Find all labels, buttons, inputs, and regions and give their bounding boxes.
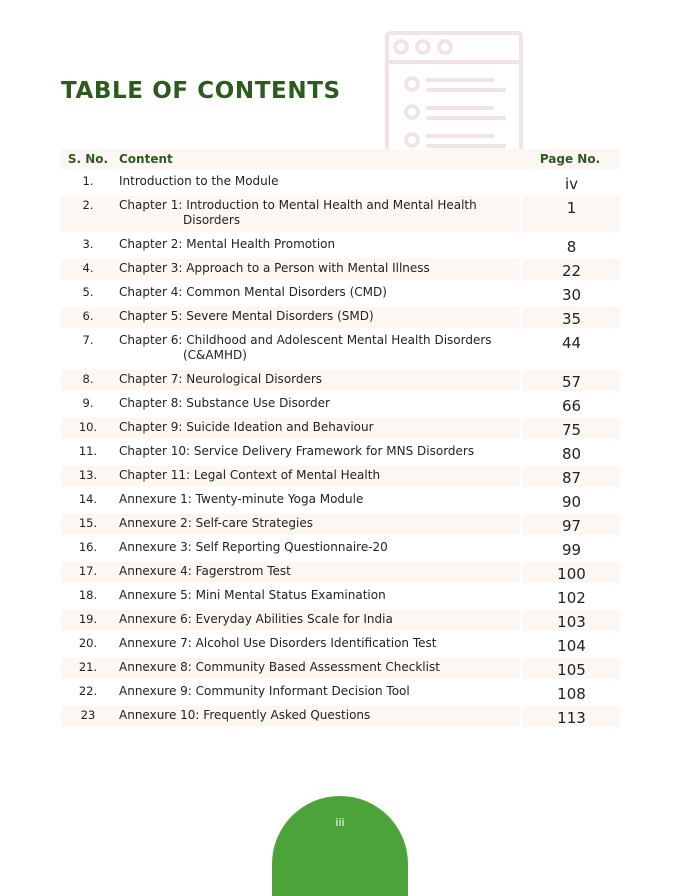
entry-page: 57: [520, 370, 620, 391]
entry-page: 104: [520, 634, 620, 655]
table-row: [61, 442, 620, 463]
table-row: [61, 235, 620, 256]
entry-number: 9.: [82, 396, 94, 410]
page-number: iii: [335, 816, 345, 829]
entry-page: 75: [520, 418, 620, 439]
entry-number: 16.: [78, 540, 98, 554]
table-row: [61, 331, 620, 367]
entry-page: iv: [520, 172, 620, 193]
entry-title: Chapter 4: Common Mental Disorders (CMD): [119, 285, 387, 299]
table-row: [61, 706, 620, 727]
entry-title-cell: [115, 331, 520, 367]
page-title: TABLE OF CONTENTS: [61, 78, 341, 104]
entry-number: 21.: [61, 658, 115, 679]
table-row: [61, 283, 620, 304]
entry-number: 1.: [82, 174, 94, 188]
page-number-tab: [272, 796, 408, 896]
entry-number: 18.: [78, 588, 98, 602]
entry-page: 113: [520, 706, 620, 727]
entry-title: Annexure 8: Community Based Assessment Checklist: [115, 658, 520, 679]
entry-number: 19.: [61, 610, 115, 631]
entry-number: 14.: [78, 492, 98, 506]
entry-title: Annexure 3: Self Reporting Questionnaire-20: [119, 540, 388, 554]
entry-number: 17.: [61, 562, 115, 583]
entry-page: 22: [520, 259, 620, 280]
entry-number: 7.: [82, 333, 94, 347]
entry-title: Chapter 1: Introduction to Mental Health and Mental Health: [119, 198, 477, 212]
entry-number: 13.: [61, 466, 115, 487]
entry-title: Chapter 7: Neurological Disorders: [115, 370, 520, 391]
contents-table: [61, 146, 620, 730]
entry-page: 102: [520, 586, 620, 607]
entry-title: Annexure 6: Everyday Abilities Scale for India: [115, 610, 520, 631]
entry-title: Introduction to the Module: [119, 174, 279, 188]
entry-number: 20.: [78, 636, 98, 650]
entry-number: 6.: [61, 307, 115, 328]
table-row: [61, 307, 620, 328]
entry-title-cell: [115, 196, 520, 232]
table-row: [61, 490, 620, 511]
entry-page: 100: [520, 562, 620, 583]
entry-page: 90: [520, 490, 620, 511]
entry-page: 1: [520, 196, 620, 232]
entry-page: 108: [520, 682, 620, 703]
entry-number: 10.: [61, 418, 115, 439]
table-row: [61, 562, 620, 583]
entry-page: 87: [520, 466, 620, 487]
entry-number: 5.: [82, 285, 94, 299]
entry-page: 44: [520, 331, 620, 367]
entry-title: Annexure 4: Fagerstrom Test: [115, 562, 520, 583]
entry-number: 4.: [61, 259, 115, 280]
entry-number: 23: [61, 706, 115, 727]
entry-title: Chapter 2: Mental Health Promotion: [119, 237, 336, 251]
table-row: [61, 418, 620, 439]
entry-page: 99: [520, 538, 620, 559]
entry-title: Annexure 5: Mini Mental Status Examination: [119, 588, 386, 602]
table-row: [61, 586, 620, 607]
entry-number: 3.: [82, 237, 94, 251]
column-header-page: Page No.: [520, 149, 620, 169]
table-row: [61, 610, 620, 631]
entry-number: 22.: [78, 684, 98, 698]
entry-title: Annexure 9: Community Informant Decision Tool: [119, 684, 410, 698]
table-row: [61, 466, 620, 487]
entry-title: Chapter 11: Legal Context of Mental Health: [115, 466, 520, 487]
table-row: [61, 658, 620, 679]
entry-title: Chapter 3: Approach to a Person with Mental Illness: [115, 259, 520, 280]
entry-title: Chapter 5: Severe Mental Disorders (SMD): [115, 307, 520, 328]
table-row: [61, 682, 620, 703]
table-row: [61, 634, 620, 655]
table-row: [61, 370, 620, 391]
entry-title: Annexure 10: Frequently Asked Questions: [115, 706, 520, 727]
entry-title: Annexure 1: Twenty-minute Yoga Module: [119, 492, 364, 506]
entry-page: 35: [520, 307, 620, 328]
table-row: [61, 514, 620, 535]
entry-title-continued: (C&AMHD): [183, 348, 247, 362]
entry-title: Chapter 9: Suicide Ideation and Behaviour: [115, 418, 520, 439]
column-header-content: Content: [115, 149, 520, 169]
table-row: [61, 259, 620, 280]
entry-number: 8.: [61, 370, 115, 391]
entry-page: 80: [520, 442, 620, 463]
entry-page: 66: [520, 394, 620, 415]
entry-title: Chapter 6: Childhood and Adolescent Mental Health Disorders: [119, 333, 492, 347]
entry-number: 15.: [61, 514, 115, 535]
table-row: [61, 172, 620, 193]
entry-page: 30: [520, 283, 620, 304]
table-row: [61, 196, 620, 232]
entry-title: Annexure 7: Alcohol Use Disorders Identification Test: [119, 636, 437, 650]
table-row: [61, 538, 620, 559]
entry-page: 105: [520, 658, 620, 679]
table-header-row: [61, 149, 620, 169]
entry-page: 103: [520, 610, 620, 631]
entry-title: Chapter 10: Service Delivery Framework for MNS Disorders: [119, 444, 475, 458]
entry-title-continued: Disorders: [183, 213, 241, 227]
entry-title: Annexure 2: Self-care Strategies: [115, 514, 520, 535]
table-row: [61, 394, 620, 415]
entry-page: 97: [520, 514, 620, 535]
entry-number: 11.: [78, 444, 98, 458]
entry-title: Chapter 8: Substance Use Disorder: [119, 396, 330, 410]
entry-number: 2.: [61, 196, 115, 232]
entry-page: 8: [520, 235, 620, 256]
column-header-sno: S. No.: [61, 149, 115, 169]
